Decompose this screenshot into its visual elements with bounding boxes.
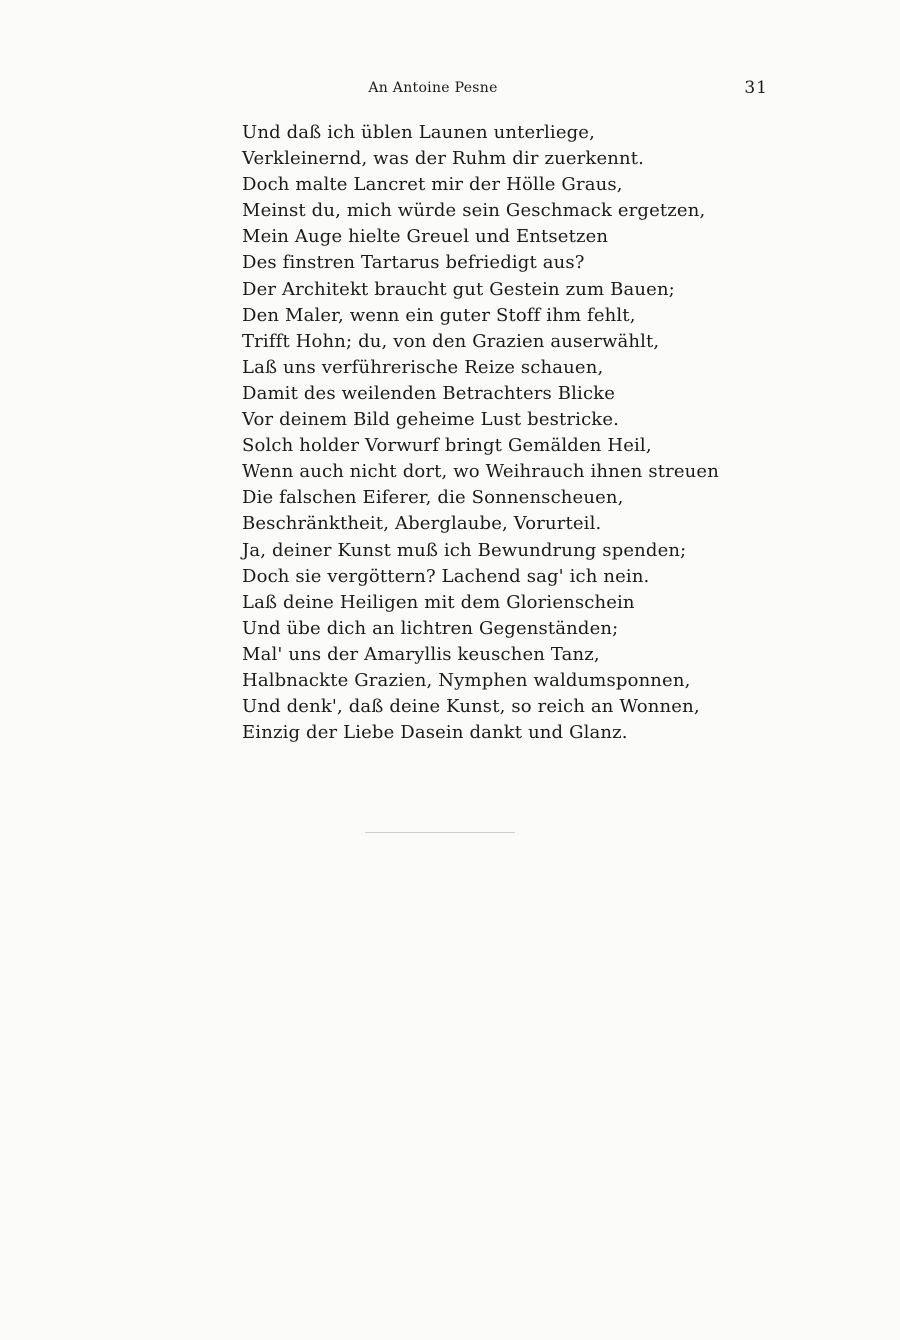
poem-line: Trifft Hohn; du, von den Grazien auserwählt, [242, 330, 660, 352]
poem-line: Beschränktheit, Aberglaube, Vorurteil. [242, 513, 602, 535]
poem-line: Laß deine Heiligen mit dem Glorienschein [242, 591, 635, 613]
poem-line: Mal' uns der Amaryllis keuschen Tanz, [242, 643, 600, 665]
poem-line: Halbnackte Grazien, Nymphen waldumsponnen, [242, 669, 691, 691]
poem-line: Doch malte Lancret mir der Hölle Graus, [242, 174, 623, 196]
poem-line: Laß uns verführerische Reize schauen, [242, 356, 604, 378]
poem-line: Mein Auge hielte Greuel und Entsetzen [242, 226, 609, 248]
running-title: An Antoine Pesne [368, 80, 498, 96]
poem-line: Einzig der Liebe Dasein dankt und Glanz. [242, 722, 628, 744]
poem-line: Wenn auch nicht dort, wo Weihrauch ihnen streuen [242, 461, 719, 483]
poem-line: Meinst du, mich würde sein Geschmack ergetzen, [242, 200, 706, 222]
poem-text [242, 120, 719, 746]
poem-line: Und übe dich an lichtren Gegenständen; [242, 617, 619, 639]
poem-line: Ja, deiner Kunst muß ich Bewundrung spenden; [242, 539, 687, 561]
poem-line: Damit des weilenden Betrachters Blicke [242, 382, 616, 404]
poem-line: Des finstren Tartarus befriedigt aus? [242, 252, 585, 274]
closing-rule [365, 832, 515, 833]
page-number: 31 [744, 78, 768, 98]
poem-line: Die falschen Eiferer, die Sonnenscheuen, [242, 487, 624, 509]
poem-line: Und daß ich üblen Launen unterliege, [242, 122, 595, 143]
poem-line: Den Maler, wenn ein guter Stoff ihm fehlt, [242, 304, 636, 326]
poem-line: Verkleinernd, was der Ruhm dir zuerkennt. [242, 148, 645, 170]
poem-line: Solch holder Vorwurf bringt Gemälden Heil, [242, 435, 652, 457]
poem-line: Vor deinem Bild geheime Lust bestricke. [242, 409, 620, 431]
poem-line: Und denk', daß deine Kunst, so reich an Wonnen, [242, 696, 700, 718]
running-head [0, 78, 900, 100]
poem-line: Der Architekt braucht gut Gestein zum Bauen; [242, 278, 675, 300]
poem-line: Doch sie vergöttern? Lachend sag' ich nein. [242, 565, 650, 587]
